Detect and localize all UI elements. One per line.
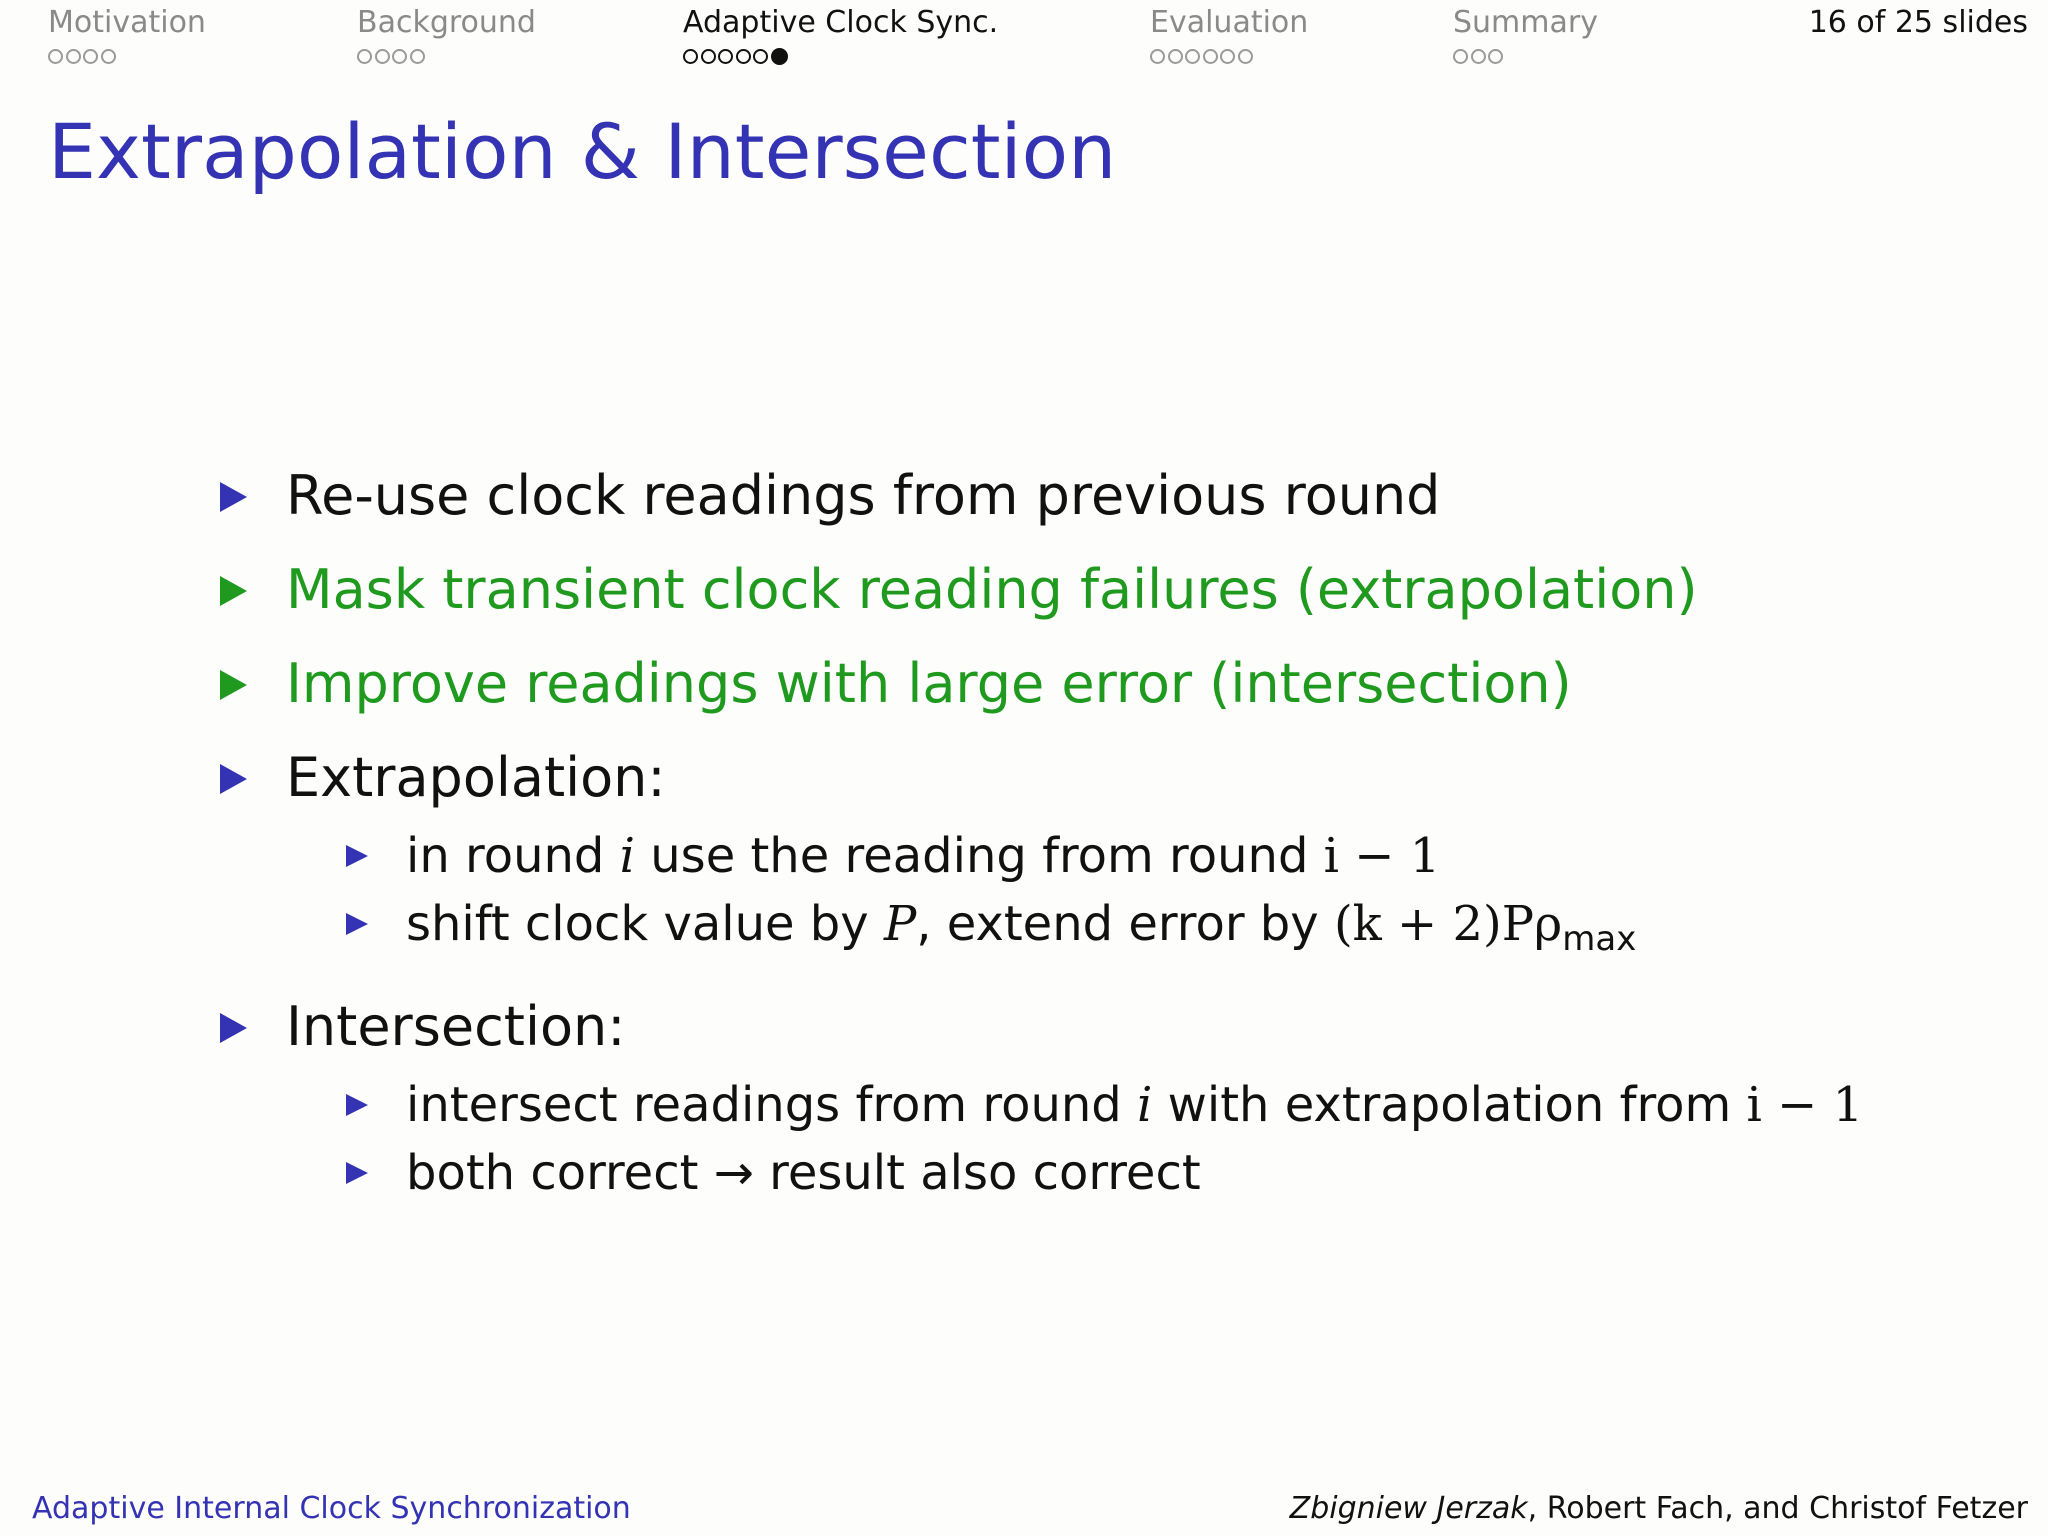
bullet-item <box>220 996 1920 1058</box>
slide-dot[interactable] <box>357 49 372 64</box>
extrapolation-group <box>220 747 1920 968</box>
bullet-text: Intersection: <box>286 995 626 1058</box>
footer-authors <box>1290 1490 2028 1528</box>
nav-section-background[interactable] <box>357 4 536 66</box>
small-triangle-bullet-icon <box>346 1162 368 1184</box>
presenting-author: Zbigniew Jerzak <box>1289 1491 1528 1526</box>
sub-bullet-item <box>346 1144 1920 1202</box>
frame-title: Extrapolation & Intersection <box>48 107 1117 196</box>
math-variable: i <box>619 828 635 884</box>
nav-section-evaluation[interactable] <box>1150 4 1308 66</box>
sub-bullet-text: both correct → result also correct <box>406 1145 1201 1201</box>
math-expression: (k + 2)Pρ <box>1333 896 1563 952</box>
bullet-list <box>220 465 1920 1202</box>
nav-section-label[interactable]: Summary <box>1453 5 1598 40</box>
bullet-text: Improve readings with large error (intersection) <box>286 652 1572 715</box>
nav-section-adaptive-clock-sync[interactable] <box>683 4 998 66</box>
small-triangle-bullet-icon <box>346 1094 368 1116</box>
small-triangle-bullet-icon <box>346 845 368 867</box>
bullet-item-highlighted <box>220 653 1920 715</box>
slide-dot[interactable] <box>48 49 63 64</box>
sub-bullet-item <box>346 1076 1920 1134</box>
nav-slide-dots <box>1150 46 1308 66</box>
slide-dot[interactable] <box>753 49 768 64</box>
bullet-item <box>220 465 1920 527</box>
section-navigation <box>0 0 2048 80</box>
slide-dot[interactable] <box>718 49 733 64</box>
current-slide-dot[interactable] <box>771 48 788 65</box>
sub-bullet-text: , extend error by <box>916 896 1334 952</box>
nav-section-motivation[interactable] <box>48 4 206 66</box>
footer-presentation-title: Adaptive Internal Clock Synchronization <box>32 1491 631 1526</box>
sub-bullet-text: intersect readings from round <box>406 1077 1138 1133</box>
slide-dot[interactable] <box>83 49 98 64</box>
triangle-bullet-icon <box>220 670 247 700</box>
small-triangle-bullet-icon <box>346 913 368 935</box>
slide-dot[interactable] <box>1150 49 1165 64</box>
math-expression: i − 1 <box>1323 828 1441 884</box>
nav-slide-dots <box>357 46 536 66</box>
sub-bullet-text: with extrapolation from <box>1152 1077 1747 1133</box>
nav-section-summary[interactable] <box>1453 4 1598 66</box>
sub-bullet-list <box>346 1076 1920 1202</box>
sub-bullet-item <box>346 827 1920 885</box>
triangle-bullet-icon <box>220 1013 247 1043</box>
bullet-text: Re-use clock readings from previous round <box>286 464 1441 527</box>
slide-dot[interactable] <box>66 49 81 64</box>
slide-dot[interactable] <box>1471 49 1486 64</box>
slide-dot[interactable] <box>392 49 407 64</box>
slide-dot[interactable] <box>701 49 716 64</box>
sub-bullet-text: in round <box>406 828 620 884</box>
slide-dot[interactable] <box>1238 49 1253 64</box>
slide-dot[interactable] <box>375 49 390 64</box>
math-expression: i − 1 <box>1746 1077 1864 1133</box>
slide-dot[interactable] <box>1488 49 1503 64</box>
math-subscript: max <box>1562 919 1637 959</box>
triangle-bullet-icon <box>220 576 247 606</box>
slide-dot[interactable] <box>410 49 425 64</box>
slide-counter: 16 of 25 slides <box>1808 5 2028 40</box>
nav-section-label[interactable]: Evaluation <box>1150 5 1309 40</box>
co-authors: , Robert Fach, and Christof Fetzer <box>1527 1491 2028 1526</box>
triangle-bullet-icon <box>220 482 247 512</box>
slide-dot[interactable] <box>101 49 116 64</box>
nav-slide-dots <box>48 46 206 66</box>
slide-dot[interactable] <box>1453 49 1468 64</box>
intersection-group <box>220 996 1920 1202</box>
slide-dot[interactable] <box>1203 49 1218 64</box>
slide-dot[interactable] <box>683 49 698 64</box>
sub-bullet-list <box>346 827 1920 968</box>
bullet-item <box>220 747 1920 809</box>
slide-dot[interactable] <box>1220 49 1235 64</box>
math-variable: P <box>883 896 917 952</box>
nav-section-label[interactable]: Background <box>357 5 536 40</box>
nav-section-label[interactable]: Adaptive Clock Sync. <box>683 5 999 40</box>
math-variable: i <box>1137 1077 1153 1133</box>
bullet-text: Mask transient clock reading failures (extrapolation) <box>286 558 1698 621</box>
bullet-item-highlighted <box>220 559 1920 621</box>
nav-section-label[interactable]: Motivation <box>48 5 206 40</box>
slide-dot[interactable] <box>1168 49 1183 64</box>
sub-bullet-item <box>346 895 1920 968</box>
bullet-text: Extrapolation: <box>286 746 666 809</box>
slide-dot[interactable] <box>736 49 751 64</box>
nav-slide-dots <box>683 46 998 66</box>
triangle-bullet-icon <box>220 764 247 794</box>
sub-bullet-text: use the reading from round <box>635 828 1324 884</box>
sub-bullet-text: shift clock value by <box>406 896 884 952</box>
nav-slide-dots <box>1453 46 1598 66</box>
slide-dot[interactable] <box>1185 49 1200 64</box>
